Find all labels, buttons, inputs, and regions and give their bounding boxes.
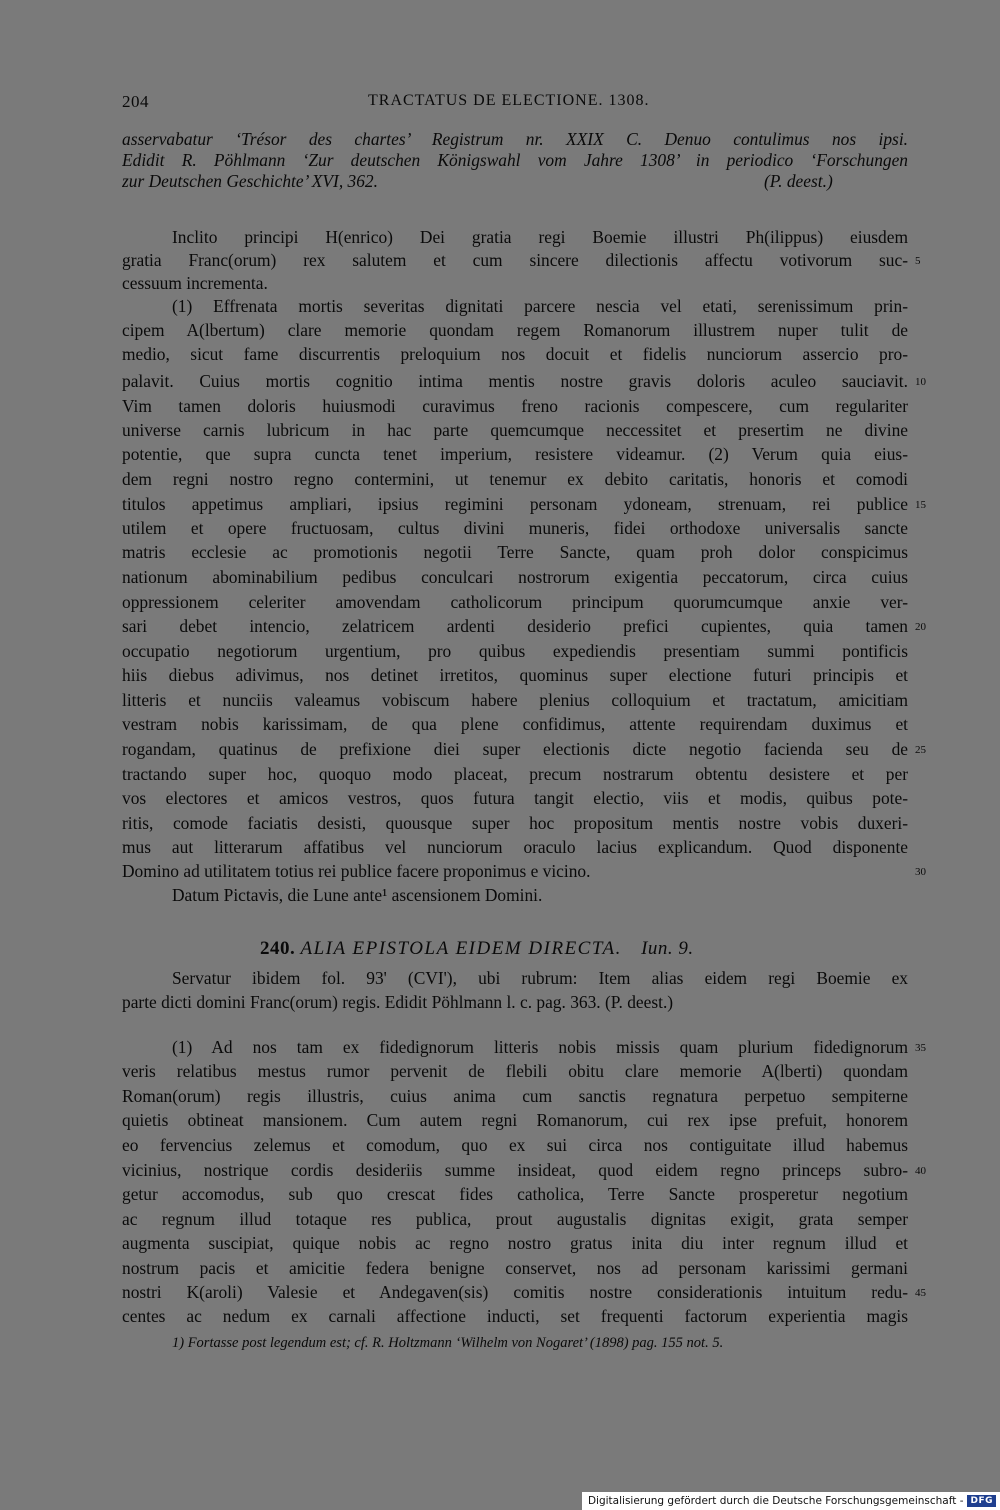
section-note-line: Servatur ibidem fol. 93' (CVI'), ubi rubrum: Item alias eidem regi Boemie ex <box>172 968 908 988</box>
line-number: 35 <box>915 1042 926 1054</box>
running-title: TRACTATUS DE ELECTIONE. 1308. <box>368 92 650 109</box>
section-note-line: parte dicti domini Franc(orum) regis. Edidit Pöhlmann l. c. pag. 363. (P. deest.) <box>122 992 674 1012</box>
text-line: sari debet intencio, zelatricem ardenti desiderio prefici cupientes, quia tamen <box>122 616 908 636</box>
section-title: ALIA EPISTOLA EIDEM DIRECTA. <box>300 938 622 959</box>
source-note-line: Edidit R. Pöhlmann ‘Zur deutschen Königswahl vom Jahre 1308’ in periodico ‘Forschungen <box>122 150 908 170</box>
text-line: potentie, que supra cuncta tenet imperium, resistere videamur. (2) Verum quia eius- <box>122 444 908 464</box>
source-note-line: asservabatur ‘Trésor des chartes’ Registrum nr. XXIX C. Denuo contulimus nos ipsi. <box>122 129 908 149</box>
text-line: litteris et nunciis valeamus vobiscum habere plenius colloquium et tractatum, amicitiam <box>122 690 908 710</box>
text-line: Inclito principi H(enrico) Dei gratia regi Boemie illustri Ph(ilippus) eiusdem <box>172 227 908 247</box>
text-line: ac regnum illud totaque res publica, prout augustalis dignitas exigit, grata semper <box>122 1209 908 1229</box>
footer-credit <box>582 1492 1000 1510</box>
text-line: (1) Ad nos tam ex fidedignorum litteris nobis missis quam plurium fidedignorum <box>172 1037 908 1057</box>
source-note-line: zur Deutschen Geschichte’ XVI, 362. <box>122 171 378 191</box>
text-line: getur accomodus, sub quo crescat fides catholica, Terre Sancte prosperetur negotium <box>122 1184 908 1204</box>
line-number: 10 <box>915 376 926 388</box>
line-number: 30 <box>915 866 926 878</box>
text-line: dem regni nostro regno contermini, ut tenemur ex debito caritatis, honoris et comodi <box>122 469 908 489</box>
text-line: nostrum pacis et amicitie federa benigne conservet, nos ad personam karissimi germani <box>122 1258 908 1278</box>
footer-text: Digitalisierung gefördert durch die Deutsche Forschungsgemeinschaft - <box>587 1495 964 1507</box>
text-line: oppressionem celeriter amovendam catholicorum principum quorumcumque anxie ver- <box>122 592 908 612</box>
text-line: matris ecclesie ac promotionis negotii Terre Sancte, quam proh dolor conspicimus <box>122 542 908 562</box>
text-line: Domino ad utilitatem totius rei publice facere proponimus e vicino. <box>122 861 591 881</box>
text-line: gratia Franc(orum) rex salutem et cum sincere dilectionis affectu votivorum suc- <box>122 250 908 270</box>
text-line: nostri K(aroli) Valesie et Andegaven(sis) comitis nostre considerationis intuitum redu- <box>122 1282 908 1302</box>
text-line: ritis, comode faciatis desisti, quousque super hoc propositum mentis nostre vobis duxeri- <box>122 813 908 833</box>
line-number: 45 <box>915 1287 926 1299</box>
text-line: (1) Effrenata mortis severitas dignitati parcere nescia vel etati, serenissimum prin- <box>172 296 908 316</box>
line-number: 40 <box>915 1165 926 1177</box>
text-line: vicinius, nostrique cordis desideriis summe insideat, quod eidem regno princeps subro- <box>122 1160 908 1180</box>
text-line: hiis diebus adivimus, nos detinet irretitos, quominus super electione futuri principis et <box>122 665 908 685</box>
line-number: 20 <box>915 621 926 633</box>
text-line: centes ac nedum ex carnali affectione inducti, set frequenti factorum experientia magis <box>122 1306 908 1326</box>
text-line: Vim tamen doloris huiusmodi curavimus freno racionis compescere, cum regulariter <box>122 396 908 416</box>
line-number: 5 <box>915 255 921 267</box>
section-date: Iun. 9. <box>641 938 694 959</box>
text-line: palavit. Cuius mortis cognitio intima mentis nostre gravis doloris aculeo sauciavit. <box>122 371 908 391</box>
text-line: veris relatibus mestus rumor pervenit de flebili obitu clare memorie A(lberti) quondam <box>122 1061 908 1081</box>
text-line: tractando super hoc, quoquo modo placeat, precum nostrarum obtentu desistere et per <box>122 764 908 784</box>
text-line: augmenta suscipiat, quique nobis ac regno nostro gratus inita diu inter regnum illud et <box>122 1233 908 1253</box>
text-line: nationum abominabilium pedibus conculcari nostrorum exigentia peccatorum, circa cuius <box>122 567 908 587</box>
text-line: rogandam, quatinus de prefixione diei super electionis dicte negotio facienda seu de <box>122 739 908 759</box>
text-line: titulos appetimus ampliari, ipsius regimini personam ydoneam, strenuam, rei publice <box>122 494 908 514</box>
text-line: utilem et opere fructuosam, cultus divini muneris, fidei orthodoxe universalis sancte <box>122 518 908 538</box>
text-line: vos electores et amicos vestros, quos futura tangit electio, viis et modis, quibus pote- <box>122 788 908 808</box>
footnote: 1) Fortasse post legendum est; cf. R. Holtzmann ‘Wilhelm von Nogaret’ (1898) pag. 155 not. 5. <box>172 1335 724 1351</box>
text-line: eo fervencius zelemus et comodum, quo ex sui circa nos contiguitate illud habemus <box>122 1135 908 1155</box>
text-line: vestram nobis karissimam, de qua plene confidimus, attente requirendam duximus et <box>122 714 908 734</box>
line-number: 25 <box>915 744 926 756</box>
text-line: cessuum incrementa. <box>122 273 268 293</box>
text-line: medio, sicut fame discurrentis preloquium nos docuit et fidelis nunciorum assercio pro- <box>122 344 908 364</box>
text-line: Roman(orum) regis illustris, cuius anima cum sanctis regnatura perpetuo sempiterne <box>122 1086 908 1106</box>
page-number: 204 <box>122 92 149 111</box>
section-heading <box>260 938 694 960</box>
source-note-deest: (P. deest.) <box>764 171 833 191</box>
line-number: 15 <box>915 499 926 511</box>
text-line: occupatio negotiorum urgentium, pro quibus expediendis presentiam summi pontificis <box>122 641 908 661</box>
text-line: cipem A(lbertum) clare memorie quondam regem Romanorum illustrem nuper tulit de <box>122 320 908 340</box>
text-line: quietis obtineat mansionem. Cum autem regni Romanorum, cui rex ipse prefuit, honorem <box>122 1110 908 1130</box>
section-number: 240. <box>260 938 296 959</box>
dfg-logo: DFG <box>967 1495 996 1507</box>
text-line: universe carnis lubricum in hac parte quemcumque neccessitet et presertim ne divine <box>122 420 908 440</box>
text-line: Datum Pictavis, die Lune ante¹ ascensionem Domini. <box>172 885 543 905</box>
text-line: mus aut litterarum affatibus vel nunciorum oraculo lacius explicandum. Quod disponente <box>122 837 908 857</box>
